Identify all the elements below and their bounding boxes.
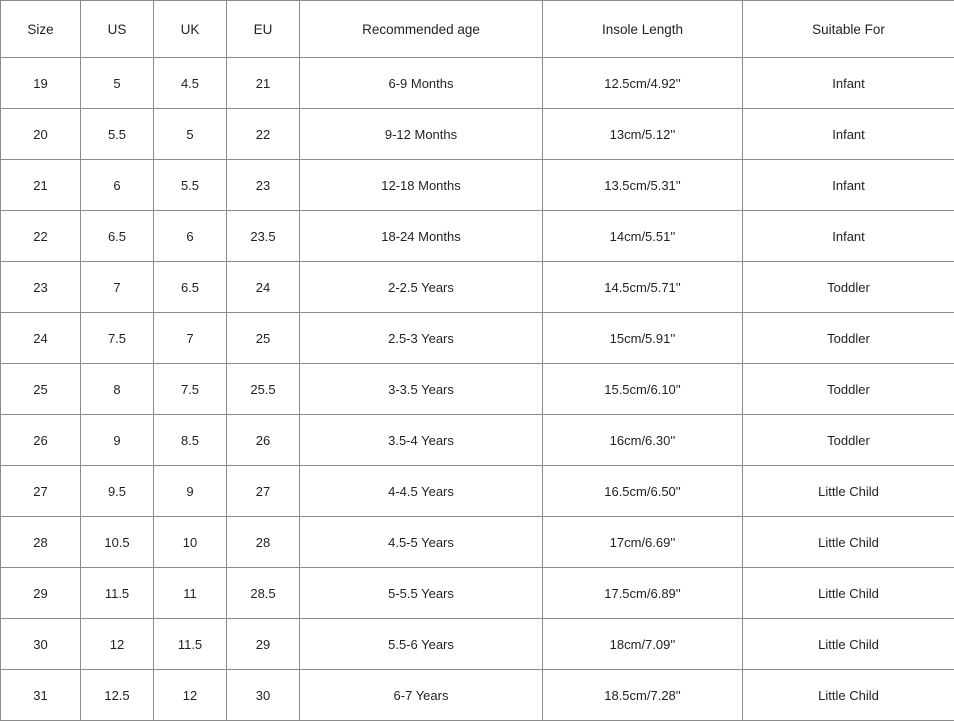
cell-eu: 25.5 [227, 364, 300, 415]
cell-insole-length: 18cm/7.09'' [543, 619, 743, 670]
cell-insole-length: 17cm/6.69'' [543, 517, 743, 568]
table-row [1, 415, 954, 466]
cell-eu: 24 [227, 262, 300, 313]
cell-uk: 7.5 [154, 364, 227, 415]
column-header-suitable-for: Suitable For [743, 1, 954, 58]
cell-recommended-age: 6-7 Years [300, 670, 543, 721]
table-row [1, 568, 954, 619]
column-header-us: US [81, 1, 154, 58]
cell-insole-length: 13.5cm/5.31'' [543, 160, 743, 211]
cell-recommended-age: 3.5-4 Years [300, 415, 543, 466]
cell-suitable-for: Toddler [743, 313, 954, 364]
cell-insole-length: 17.5cm/6.89'' [543, 568, 743, 619]
cell-size: 27 [1, 466, 81, 517]
table-row [1, 619, 954, 670]
cell-recommended-age: 9-12 Months [300, 109, 543, 160]
cell-eu: 30 [227, 670, 300, 721]
cell-us: 6 [81, 160, 154, 211]
cell-insole-length: 15cm/5.91'' [543, 313, 743, 364]
table-row [1, 58, 954, 109]
cell-size: 30 [1, 619, 81, 670]
cell-uk: 7 [154, 313, 227, 364]
table-row [1, 109, 954, 160]
table-row [1, 160, 954, 211]
cell-recommended-age: 3-3.5 Years [300, 364, 543, 415]
cell-size: 20 [1, 109, 81, 160]
cell-suitable-for: Little Child [743, 517, 954, 568]
cell-insole-length: 12.5cm/4.92'' [543, 58, 743, 109]
cell-eu: 22 [227, 109, 300, 160]
cell-recommended-age: 2-2.5 Years [300, 262, 543, 313]
cell-us: 12 [81, 619, 154, 670]
cell-uk: 5 [154, 109, 227, 160]
cell-size: 31 [1, 670, 81, 721]
cell-us: 10.5 [81, 517, 154, 568]
cell-eu: 27 [227, 466, 300, 517]
cell-insole-length: 14.5cm/5.71'' [543, 262, 743, 313]
cell-insole-length: 16.5cm/6.50'' [543, 466, 743, 517]
cell-size: 28 [1, 517, 81, 568]
cell-uk: 5.5 [154, 160, 227, 211]
cell-recommended-age: 6-9 Months [300, 58, 543, 109]
table-row [1, 211, 954, 262]
cell-insole-length: 13cm/5.12'' [543, 109, 743, 160]
table-header [1, 1, 954, 58]
cell-eu: 25 [227, 313, 300, 364]
cell-suitable-for: Toddler [743, 364, 954, 415]
cell-suitable-for: Infant [743, 58, 954, 109]
cell-suitable-for: Infant [743, 160, 954, 211]
cell-recommended-age: 2.5-3 Years [300, 313, 543, 364]
cell-suitable-for: Toddler [743, 262, 954, 313]
cell-eu: 21 [227, 58, 300, 109]
cell-us: 8 [81, 364, 154, 415]
cell-size: 25 [1, 364, 81, 415]
cell-us: 5.5 [81, 109, 154, 160]
table-body [1, 58, 954, 721]
cell-uk: 8.5 [154, 415, 227, 466]
table-row [1, 466, 954, 517]
cell-suitable-for: Infant [743, 211, 954, 262]
cell-suitable-for: Little Child [743, 619, 954, 670]
cell-us: 9 [81, 415, 154, 466]
cell-size: 22 [1, 211, 81, 262]
cell-us: 11.5 [81, 568, 154, 619]
cell-uk: 10 [154, 517, 227, 568]
cell-suitable-for: Little Child [743, 466, 954, 517]
cell-recommended-age: 18-24 Months [300, 211, 543, 262]
cell-us: 5 [81, 58, 154, 109]
cell-uk: 11 [154, 568, 227, 619]
cell-eu: 23 [227, 160, 300, 211]
cell-recommended-age: 12-18 Months [300, 160, 543, 211]
table-row [1, 364, 954, 415]
cell-uk: 4.5 [154, 58, 227, 109]
cell-eu: 23.5 [227, 211, 300, 262]
cell-us: 9.5 [81, 466, 154, 517]
cell-suitable-for: Infant [743, 109, 954, 160]
cell-us: 7.5 [81, 313, 154, 364]
column-header-eu: EU [227, 1, 300, 58]
cell-size: 23 [1, 262, 81, 313]
cell-size: 26 [1, 415, 81, 466]
cell-us: 7 [81, 262, 154, 313]
cell-uk: 9 [154, 466, 227, 517]
header-row [1, 1, 954, 58]
column-header-uk: UK [154, 1, 227, 58]
cell-recommended-age: 4-4.5 Years [300, 466, 543, 517]
cell-insole-length: 14cm/5.51'' [543, 211, 743, 262]
cell-uk: 6 [154, 211, 227, 262]
cell-uk: 6.5 [154, 262, 227, 313]
cell-suitable-for: Little Child [743, 568, 954, 619]
cell-size: 24 [1, 313, 81, 364]
cell-us: 12.5 [81, 670, 154, 721]
cell-insole-length: 15.5cm/6.10'' [543, 364, 743, 415]
cell-size: 19 [1, 58, 81, 109]
cell-recommended-age: 5.5-6 Years [300, 619, 543, 670]
cell-size: 29 [1, 568, 81, 619]
cell-insole-length: 18.5cm/7.28'' [543, 670, 743, 721]
cell-eu: 28 [227, 517, 300, 568]
table-row [1, 313, 954, 364]
cell-eu: 29 [227, 619, 300, 670]
cell-recommended-age: 5-5.5 Years [300, 568, 543, 619]
column-header-insole-length: Insole Length [543, 1, 743, 58]
table-row [1, 262, 954, 313]
cell-size: 21 [1, 160, 81, 211]
cell-eu: 28.5 [227, 568, 300, 619]
table-row [1, 670, 954, 721]
cell-insole-length: 16cm/6.30'' [543, 415, 743, 466]
cell-recommended-age: 4.5-5 Years [300, 517, 543, 568]
cell-uk: 11.5 [154, 619, 227, 670]
column-header-size: Size [1, 1, 81, 58]
cell-suitable-for: Toddler [743, 415, 954, 466]
cell-eu: 26 [227, 415, 300, 466]
column-header-recommended-age: Recommended age [300, 1, 543, 58]
table-row [1, 517, 954, 568]
cell-uk: 12 [154, 670, 227, 721]
cell-suitable-for: Little Child [743, 670, 954, 721]
cell-us: 6.5 [81, 211, 154, 262]
